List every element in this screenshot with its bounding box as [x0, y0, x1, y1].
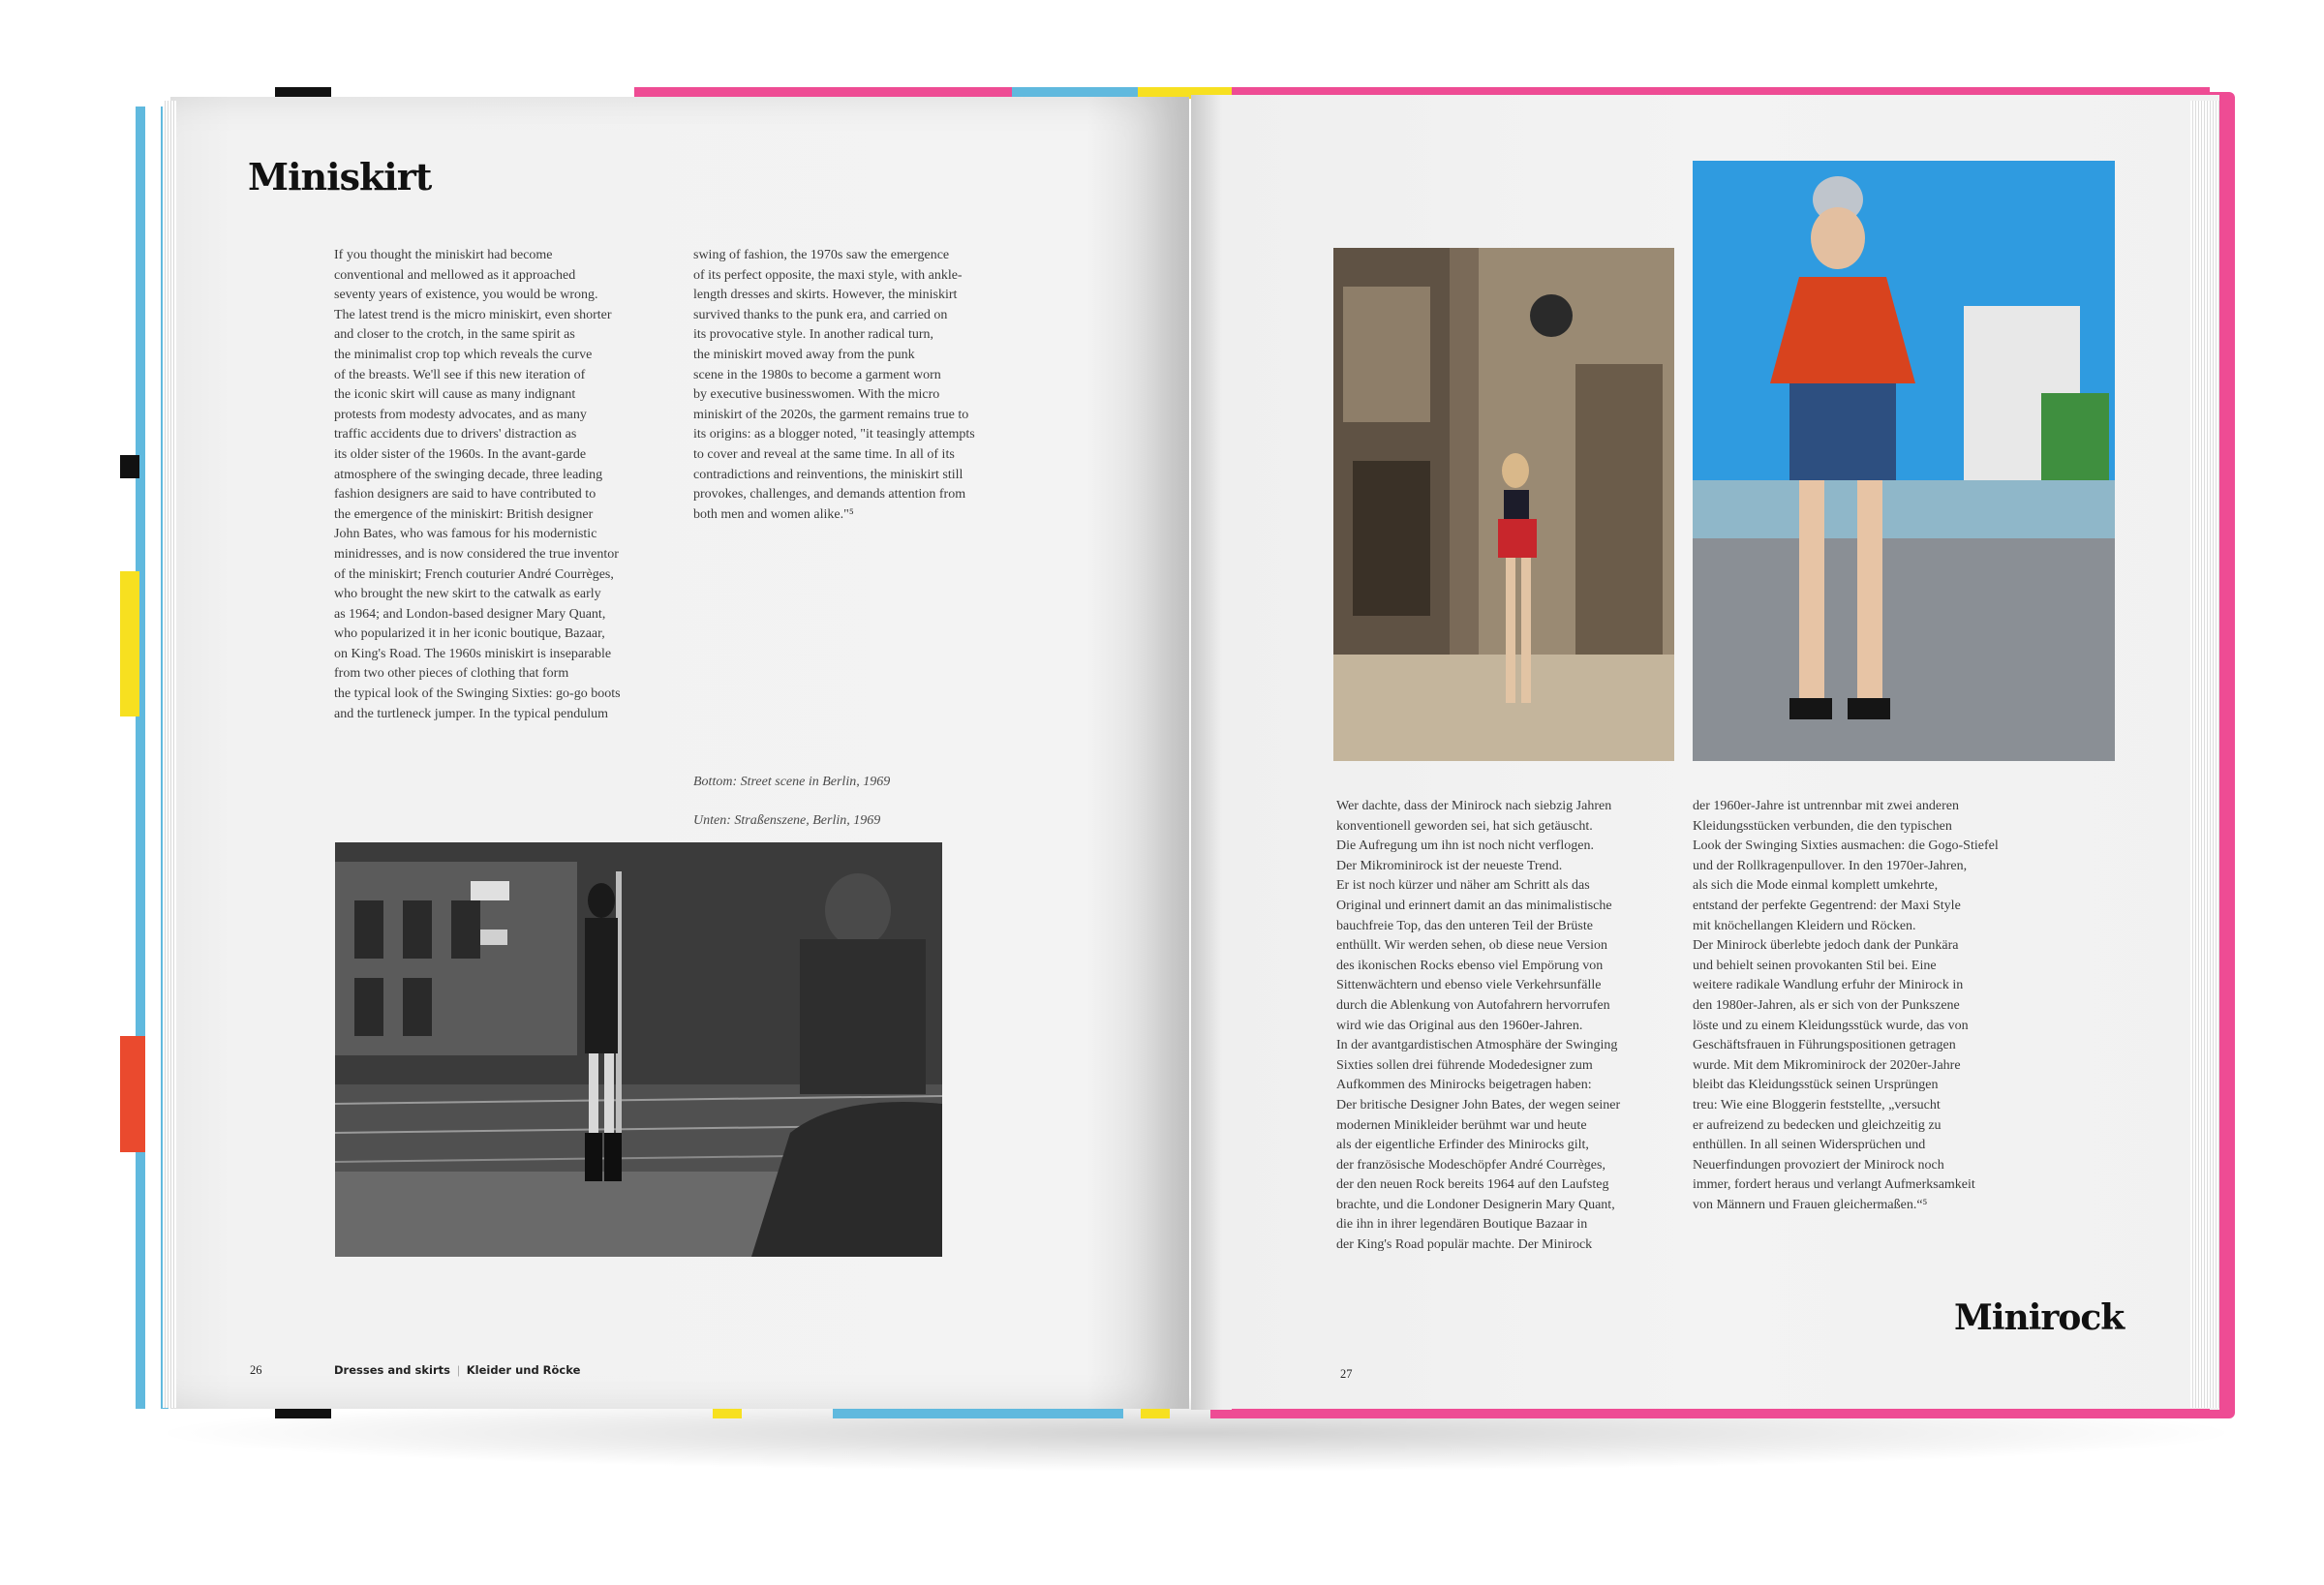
book-cover-left-inner [145, 101, 161, 1410]
text-line: to cover and reveal at the same time. In all of its [693, 446, 955, 462]
caption-english: Bottom: Street scene in Berlin, 1969 [693, 775, 891, 789]
text-line: Der Minirock überlebte jedoch dank der Punkära [1693, 938, 1959, 954]
street-scene-illustration [335, 842, 942, 1257]
tab-yellow-bottom [713, 1409, 742, 1418]
german-text-column-2 [1693, 797, 2041, 1215]
text-line: Er ist noch kürzer und näher am Schritt als das [1336, 878, 1590, 894]
tab-yellow-left [120, 571, 139, 716]
text-line: minidresses, and is now considered the true inventor [334, 546, 619, 562]
text-line: Die Aufregung um ihn ist noch nicht verflogen. [1336, 838, 1594, 854]
footer-english: Dresses and skirts [334, 1363, 450, 1377]
german-text-column-1 [1336, 797, 1685, 1256]
text-line: wird wie das Original aus den 1960er-Jahren. [1336, 1018, 1583, 1033]
text-line: of the miniskirt; French couturier André Courrèges, [334, 566, 614, 582]
text-line: die ihn in ihrer legendären Boutique Bazaar in [1336, 1217, 1588, 1233]
text-line: and closer to the crotch, in the same spirit as [334, 327, 575, 343]
text-line: length dresses and skirts. However, the miniskirt [693, 288, 958, 303]
text-line: Geschäftsfrauen in Führungspositionen getragen [1693, 1038, 1956, 1053]
red-sweater-illustration [1693, 161, 2115, 761]
footer-separator: | [457, 1363, 460, 1377]
text-line: enthüllt. Wir werden sehen, ob diese neue Version [1336, 938, 1608, 954]
text-line: als sich die Mode einmal komplett umkehrte, [1693, 878, 1939, 894]
text-line: from two other pieces of clothing that form [334, 666, 569, 682]
text-line: Sittenwächtern und ebenso viele Verkehrsunfälle [1336, 978, 1602, 993]
text-line: scene in the 1980s to become a garment worn [693, 367, 941, 382]
text-line: contradictions and reinventions, the miniskirt still [693, 467, 963, 482]
text-line: provokes, challenges, and demands attention from [693, 487, 966, 503]
street-scene-photo [335, 842, 942, 1257]
text-line: Der britische Designer John Bates, der wegen seiner [1336, 1097, 1621, 1113]
text-line: If you thought the miniskirt had become [334, 248, 553, 262]
text-line: who brought the new skirt to the catwalk as early [334, 587, 601, 602]
tab-black-bottom [275, 1409, 331, 1418]
text-line: both men and women alike."⁵ [693, 506, 854, 522]
text-line: weitere radikale Wandlung erfuhr der Minirock in [1693, 978, 1964, 993]
text-line: and the turtleneck jumper. In the typical pendulum [334, 706, 609, 721]
text-line: immer, fordert heraus und verlangt Aufmerksamkeit [1693, 1177, 1975, 1193]
text-line: The latest trend is the micro miniskirt, even shorter [334, 307, 612, 322]
text-line: its provocative style. In another radical turn, [693, 327, 934, 343]
text-line: its older sister of the 1960s. In the avant-garde [334, 446, 587, 462]
text-line: bleibt das Kleidungsstück seinen Ursprüngen [1693, 1078, 1939, 1093]
text-line: Kleidungsstücken verbunden, die den typischen [1693, 818, 1952, 834]
text-line: wurde. Mit dem Mikrominirock der 2020er-Jahre [1693, 1057, 1961, 1073]
text-line: the iconic skirt will cause as many indignant [334, 387, 576, 403]
text-line: des ikonischen Rocks ebenso viel Empörung von [1336, 958, 1604, 973]
text-line: John Bates, who was famous for his modernistic [334, 527, 597, 542]
text-line: der französische Modeschöpfer André Courrèges, [1336, 1157, 1605, 1173]
text-line: on King's Road. The 1960s miniskirt is inseparable [334, 646, 612, 661]
page-title: Miniskirt [248, 155, 432, 198]
text-line: the minimalist crop top which reveals the curve [334, 347, 593, 362]
text-line: der 1960er-Jahre ist untrennbar mit zwei anderen [1693, 799, 1959, 813]
text-line: entstand der perfekte Gegentrend: der Maxi Style [1693, 898, 1961, 913]
text-line: Look der Swinging Sixties ausmachen: die Gogo-Stiefel [1693, 838, 1999, 854]
text-line: conventional and mellowed as it approached [334, 267, 576, 283]
text-line: seventy years of existence, you would be wrong. [334, 288, 598, 303]
text-line: the miniskirt moved away from the punk [693, 347, 915, 362]
text-line: as 1964; and London-based designer Mary Quant, [334, 606, 606, 622]
text-line: mit knöchellangen Kleidern und Röcken. [1693, 918, 1916, 933]
text-line: who popularized it in her iconic boutique, Bazaar, [334, 626, 605, 642]
right-page-edges [2190, 101, 2219, 1408]
text-line: und der Rollkragenpullover. In den 1970er-Jahren, [1693, 858, 1968, 873]
tab-red-left [120, 1036, 145, 1152]
page-title-german: Minirock [1954, 1297, 2125, 1338]
text-line: Der Mikrominirock ist der neueste Trend. [1336, 858, 1563, 873]
text-column-1 [334, 246, 683, 724]
red-sweater-photo [1693, 161, 2115, 761]
footer-german: Kleider und Röcke [466, 1363, 581, 1377]
text-line: of its perfect opposite, the maxi style, with ankle- [693, 267, 963, 283]
tab-blue-bottom [833, 1409, 1123, 1418]
text-line: Wer dachte, dass der Minirock nach siebzig Jahren [1336, 799, 1612, 813]
text-line: miniskirt of the 2020s, the garment remains true to [693, 407, 969, 422]
text-line: der den neuen Rock bereits 1964 auf den Laufsteg [1336, 1177, 1609, 1193]
text-line: brachte, und die Londoner Designerin Mary Quant, [1336, 1197, 1615, 1212]
text-line: bauchfreie Top, das den unteren Teil der Brüste [1336, 918, 1593, 933]
page-number-right: 27 [1340, 1367, 1353, 1381]
text-column-2 [693, 246, 1042, 525]
text-line: its origins: as a blogger noted, "it teasingly attempts [693, 427, 975, 442]
text-line: konventionell geworden sei, hat sich getäuscht. [1336, 818, 1593, 834]
text-line: als der eigentliche Erfinder des Minirocks gilt, [1336, 1138, 1589, 1153]
caption-german: Unten: Straßenszene, Berlin, 1969 [693, 813, 881, 828]
text-line: atmosphere of the swinging decade, three leading [334, 467, 603, 482]
street-miniskirt-illustration [1333, 248, 1674, 761]
text-line: löste und zu einem Kleidungsstück wurde, das von [1693, 1018, 1969, 1033]
tab-pink-bottom-right [1232, 1409, 2210, 1418]
text-line: fashion designers are said to have contributed to [334, 487, 596, 503]
text-line: the typical look of the Swinging Sixties: go-go boots [334, 686, 621, 702]
page-number-left: 26 [250, 1363, 262, 1377]
text-line: of the breasts. We'll see if this new iteration of [334, 367, 586, 382]
text-line: und behielt seinen provokanten Stil bei. Eine [1693, 958, 1937, 973]
text-line: survived thanks to the punk era, and carried on [693, 307, 948, 322]
text-line: swing of fashion, the 1970s saw the emergence [693, 248, 950, 262]
text-line: Neuerfindungen provoziert der Minirock noch [1693, 1157, 1944, 1173]
tab-black-left [120, 455, 139, 478]
text-line: protests from modesty advocates, and as many [334, 407, 587, 422]
text-line: by executive businesswomen. With the micro [693, 387, 940, 403]
text-line: Aufkommen des Minirocks beigetragen haben: [1336, 1078, 1592, 1093]
tab-yellow-bottom-mid [1141, 1409, 1170, 1418]
text-line: den 1980er-Jahren, als er sich von der Punkszene [1693, 997, 1960, 1013]
text-line: Sixties sollen drei führende Modedesigner zum [1336, 1057, 1593, 1073]
left-page-edges [163, 101, 176, 1408]
text-line: the emergence of the miniskirt: British designer [334, 506, 594, 522]
text-line: Original und erinnert damit an das minimalistische [1336, 898, 1612, 913]
text-line: In der avantgardistischen Atmosphäre der Swinging [1336, 1038, 1618, 1053]
text-line: von Männern und Frauen gleichermaßen.“⁵ [1693, 1197, 1928, 1212]
text-line: treu: Wie eine Bloggerin feststellte, „versucht [1693, 1097, 1941, 1113]
text-line: traffic accidents due to drivers' distraction as [334, 427, 577, 442]
running-footer-left [334, 1363, 580, 1378]
text-line: enthüllen. In all seinen Widersprüchen und [1693, 1138, 1926, 1153]
text-line: durch die Ablenkung von Autofahrern hervorrufen [1336, 997, 1610, 1013]
text-line: der King's Road populär machte. Der Minirock [1336, 1237, 1593, 1253]
text-line: er aufreizend zu bedecken und gleichzeitig zu [1693, 1117, 1942, 1133]
text-line: modernen Minikleider berühmt war und heute [1336, 1117, 1587, 1133]
street-miniskirt-photo [1333, 248, 1674, 761]
